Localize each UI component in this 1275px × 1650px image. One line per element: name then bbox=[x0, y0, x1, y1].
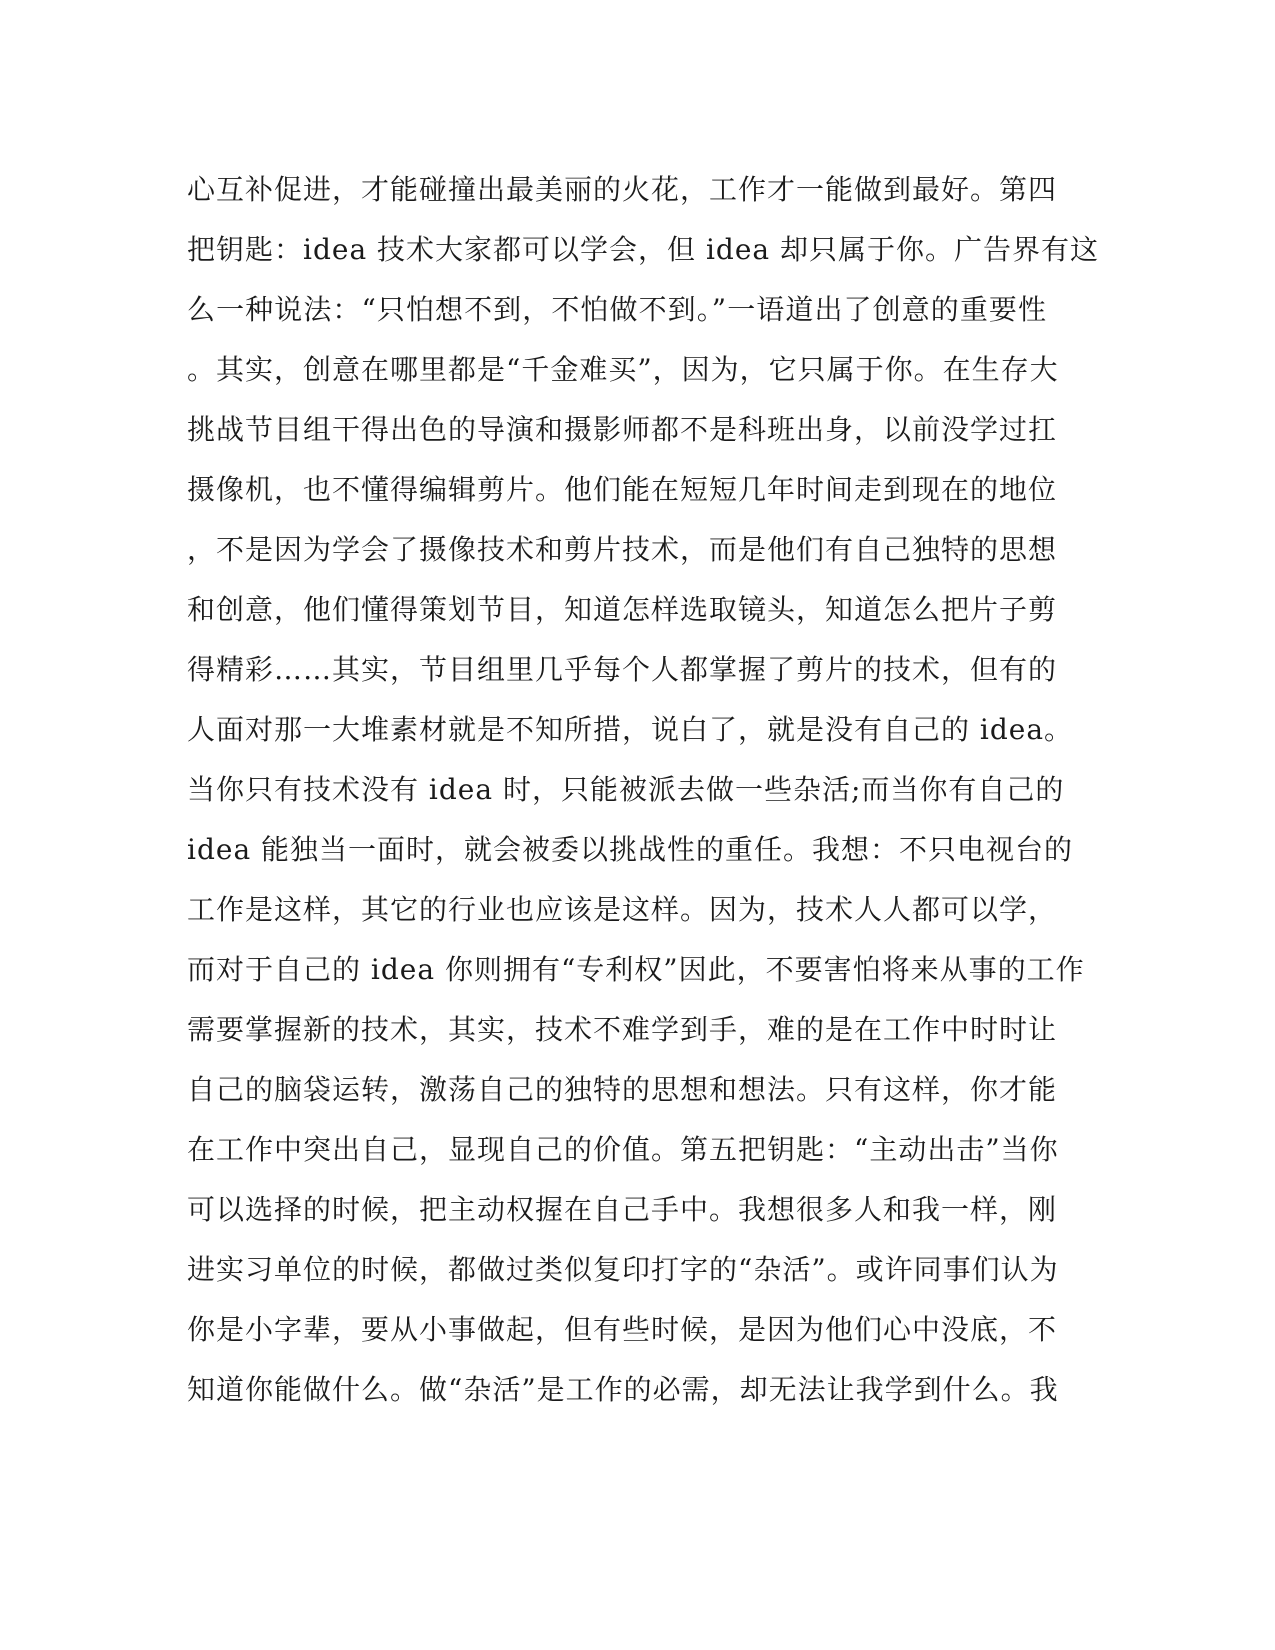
text-line: 可以选择的时候，把主动权握在自己手中。我想很多人和我一样，刚 bbox=[187, 1193, 1058, 1226]
text-line: 知道你能做什么。做“杂活”是工作的必需，却无法让我学到什么。我 bbox=[187, 1373, 1059, 1406]
text-line: 摄像机，也不懂得编辑剪片。他们能在短短几年时间走到现在的地位 bbox=[187, 473, 1058, 506]
text-line: 需要掌握新的技术，其实，技术不难学到手，难的是在工作中时时让 bbox=[187, 1013, 1058, 1046]
text-line: 在工作中突出自己，显现自己的价值。第五把钥匙：“主动出击”当你 bbox=[187, 1133, 1059, 1166]
text-line: 自己的脑袋运转，激荡自己的独特的思想和想法。只有这样，你才能 bbox=[187, 1073, 1058, 1106]
text-line: 你是小字辈，要从小事做起，但有些时候，是因为他们心中没底，不 bbox=[187, 1313, 1058, 1346]
text-line: 而对于自己的 idea 你则拥有“专利权”因此，不要害怕将来从事的工作 bbox=[187, 953, 1085, 986]
text-line: 么一种说法：“只怕想不到，不怕做不到。”一语道出了创意的重要性 bbox=[187, 293, 1047, 326]
text-line: idea 能独当一面时，就会被委以挑战性的重任。我想：不只电视台的 bbox=[187, 833, 1074, 866]
text-line: ，不是因为学会了摄像技术和剪片技术，而是他们有自己独特的思想 bbox=[187, 533, 1058, 566]
body-text bbox=[187, 160, 1099, 1420]
text-line: 挑战节目组干得出色的导演和摄影师都不是科班出身，以前没学过扛 bbox=[187, 413, 1058, 446]
text-line: 进实习单位的时候，都做过类似复印打字的“杂活”。或许同事们认为 bbox=[187, 1253, 1059, 1286]
text-line: 心互补促进，才能碰撞出最美丽的火花，工作才一能做到最好。第四 bbox=[187, 173, 1058, 206]
text-line: 工作是这样，其它的行业也应该是这样。因为，技术人人都可以学， bbox=[187, 893, 1058, 926]
text-line: 得精彩……其实，节目组里几乎每个人都掌握了剪片的技术，但有的 bbox=[187, 653, 1058, 686]
text-line: 。其实，创意在哪里都是“千金难买”，因为，它只属于你。在生存大 bbox=[187, 353, 1059, 386]
text-line: 把钥匙：idea 技术大家都可以学会，但 idea 却只属于你。广告界有这 bbox=[187, 233, 1099, 266]
text-line: 人面对那一大堆素材就是不知所措，说白了，就是没有自己的 idea。 bbox=[187, 713, 1074, 746]
text-line: 当你只有技术没有 idea 时，只能被派去做一些杂活;而当你有自己的 bbox=[187, 773, 1065, 806]
text-line: 和创意，他们懂得策划节目，知道怎样选取镜头，知道怎么把片子剪 bbox=[187, 593, 1058, 626]
